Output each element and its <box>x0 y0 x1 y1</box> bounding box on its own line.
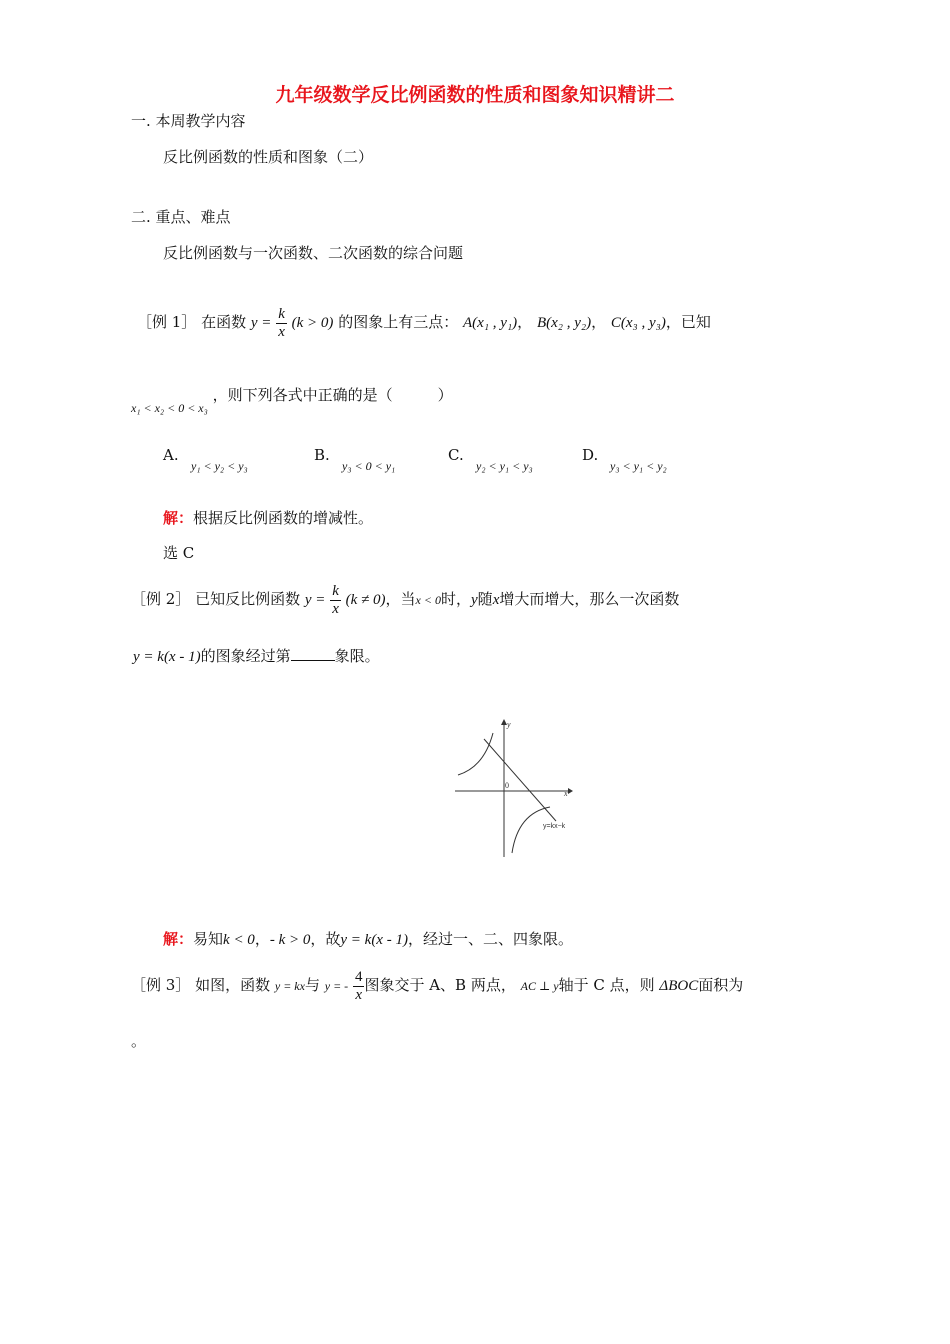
example-1-answer: 选 C <box>163 544 195 562</box>
linear-line <box>484 739 556 821</box>
example-2-line-2 <box>133 645 380 666</box>
example-2-text-5: 的图象经过第 <box>200 647 291 665</box>
graph-origin-label: 0 <box>505 781 509 790</box>
point-c: C(x₃ , y₃) <box>610 315 666 331</box>
example-2-solution <box>163 928 573 949</box>
option-d-expr: y₃ < y₁ < y₂ <box>610 459 667 473</box>
example-3-statement <box>131 965 743 1006</box>
example-2-condition: (k ≠ 0) <box>345 592 386 608</box>
solution-expr-2: - k > 0 <box>269 932 311 948</box>
example-1-given: x₁ < x₂ < 0 < x₃ <box>131 401 208 415</box>
example-3-text-3: 轴于 C 点，则 <box>558 976 655 994</box>
solution-text: 根据反比例函数的增减性。 <box>193 509 374 527</box>
example-3-text-4: 面积为 <box>698 976 744 994</box>
point-a: A(x₁ , y₁) <box>463 315 518 331</box>
option-b-letter: B. <box>314 446 330 464</box>
example-1-condition: (k > 0) <box>291 315 334 331</box>
graph-y-label: y <box>507 720 511 729</box>
example-2-y-equals: y = <box>304 592 326 608</box>
section-2-heading: 二. 重点、难点 <box>131 208 231 226</box>
section-1-heading: 一. 本周教学内容 <box>131 112 246 130</box>
example-3-expr-2: y = - <box>324 979 349 993</box>
example-2-text-3: 随 <box>477 590 493 608</box>
example-1-solution <box>163 507 373 528</box>
x-axis-arrow-icon <box>568 788 573 794</box>
example-2-fraction: $\frac{k}{x}$ <box>332 582 339 617</box>
example-2-cond: x < 0 <box>415 593 441 607</box>
example-2-text-2: 时， <box>440 590 471 608</box>
solution-expr-3: y = k(x - 1) <box>340 932 408 948</box>
solution-expr-1: k < 0 <box>223 932 255 948</box>
example-2-label: ［例 2］ 已知反比例函数 <box>131 590 301 608</box>
example-3-expr-4: ΔBOC <box>659 978 699 994</box>
page-title: 九年级数学反比例函数的性质和图象知识精讲二 <box>275 84 675 106</box>
example-3-label: ［例 3］ 如图，函数 <box>131 976 271 994</box>
option-c-expr: y₂ < y₁ < y₃ <box>476 459 533 473</box>
example-2-text-6: 象限。 <box>334 647 380 665</box>
example-1-text-after: 的图象上有三点： <box>338 313 459 331</box>
example-2-text-4: 增大而增大，那么一次函数 <box>499 590 680 608</box>
option-c-letter: C. <box>448 446 464 464</box>
example-3-expr-1: y = kx <box>274 979 305 993</box>
section-1-body: 反比例函数的性质和图象（二） <box>163 148 374 166</box>
hyperbola-branch-left <box>458 733 493 775</box>
solution-text-3: ，经过一、二、四象限。 <box>407 930 573 948</box>
example-3-text-1: 与 <box>304 976 320 994</box>
answer-blank[interactable] <box>291 648 335 661</box>
example-2-text-1: ，当 <box>385 590 416 608</box>
example-2-var-x: x <box>492 592 500 608</box>
example-2-linear: y = k(x - 1) <box>133 649 201 665</box>
option-a-expr: y₁ < y₂ < y₃ <box>191 459 248 473</box>
example-2-statement <box>131 579 679 620</box>
option-b-expr: y₃ < 0 < y₁ <box>342 459 396 473</box>
function-graph <box>450 715 580 865</box>
example-1-question: ，则下列各式中正确的是（ ） <box>212 386 453 404</box>
hyperbola-branch-right <box>512 807 550 853</box>
example-3-text-2: 图象交于 A、B 两点， <box>364 976 516 994</box>
option-a-letter: A. <box>163 446 179 464</box>
example-1-fraction: $\frac{k}{x}$ <box>278 305 285 340</box>
example-3-end: 。 <box>131 1032 147 1050</box>
solution-label: 解： <box>163 509 194 527</box>
example-1-statement: ［例 1］ 在函数 y = $\frac{k}{x}$ (k > 0) 的图象上有三点： A(x₁ , y₁)， B(x₂ , y₂)， C(x₃ , y₃)，已知 <box>137 305 711 340</box>
section-2-body: 反比例函数与一次函数、二次函数的综合问题 <box>163 244 464 262</box>
graph-line-label: y=kx−k <box>543 823 566 830</box>
example-3-fraction: $\frac{4}{x}$ <box>354 968 363 1003</box>
solution-label: 解： <box>163 930 194 948</box>
example-1-label: ［例 1］ 在函数 <box>137 313 247 331</box>
point-b: B(x₂ , y₂) <box>536 315 592 331</box>
example-1-given-line <box>131 384 453 415</box>
solution-text-1: 易知 <box>193 930 224 948</box>
example-1-y-equals: y = <box>250 315 272 331</box>
example-2-var-y: y <box>471 592 478 608</box>
solution-text-2: ，故 <box>310 930 341 948</box>
graph-x-label: x <box>564 789 568 798</box>
example-3-expr-3: AC ⊥ y <box>520 979 559 993</box>
option-d-letter: D. <box>582 446 599 464</box>
solution-sep: ， <box>254 930 270 948</box>
example-1-known: ，已知 <box>665 313 711 331</box>
